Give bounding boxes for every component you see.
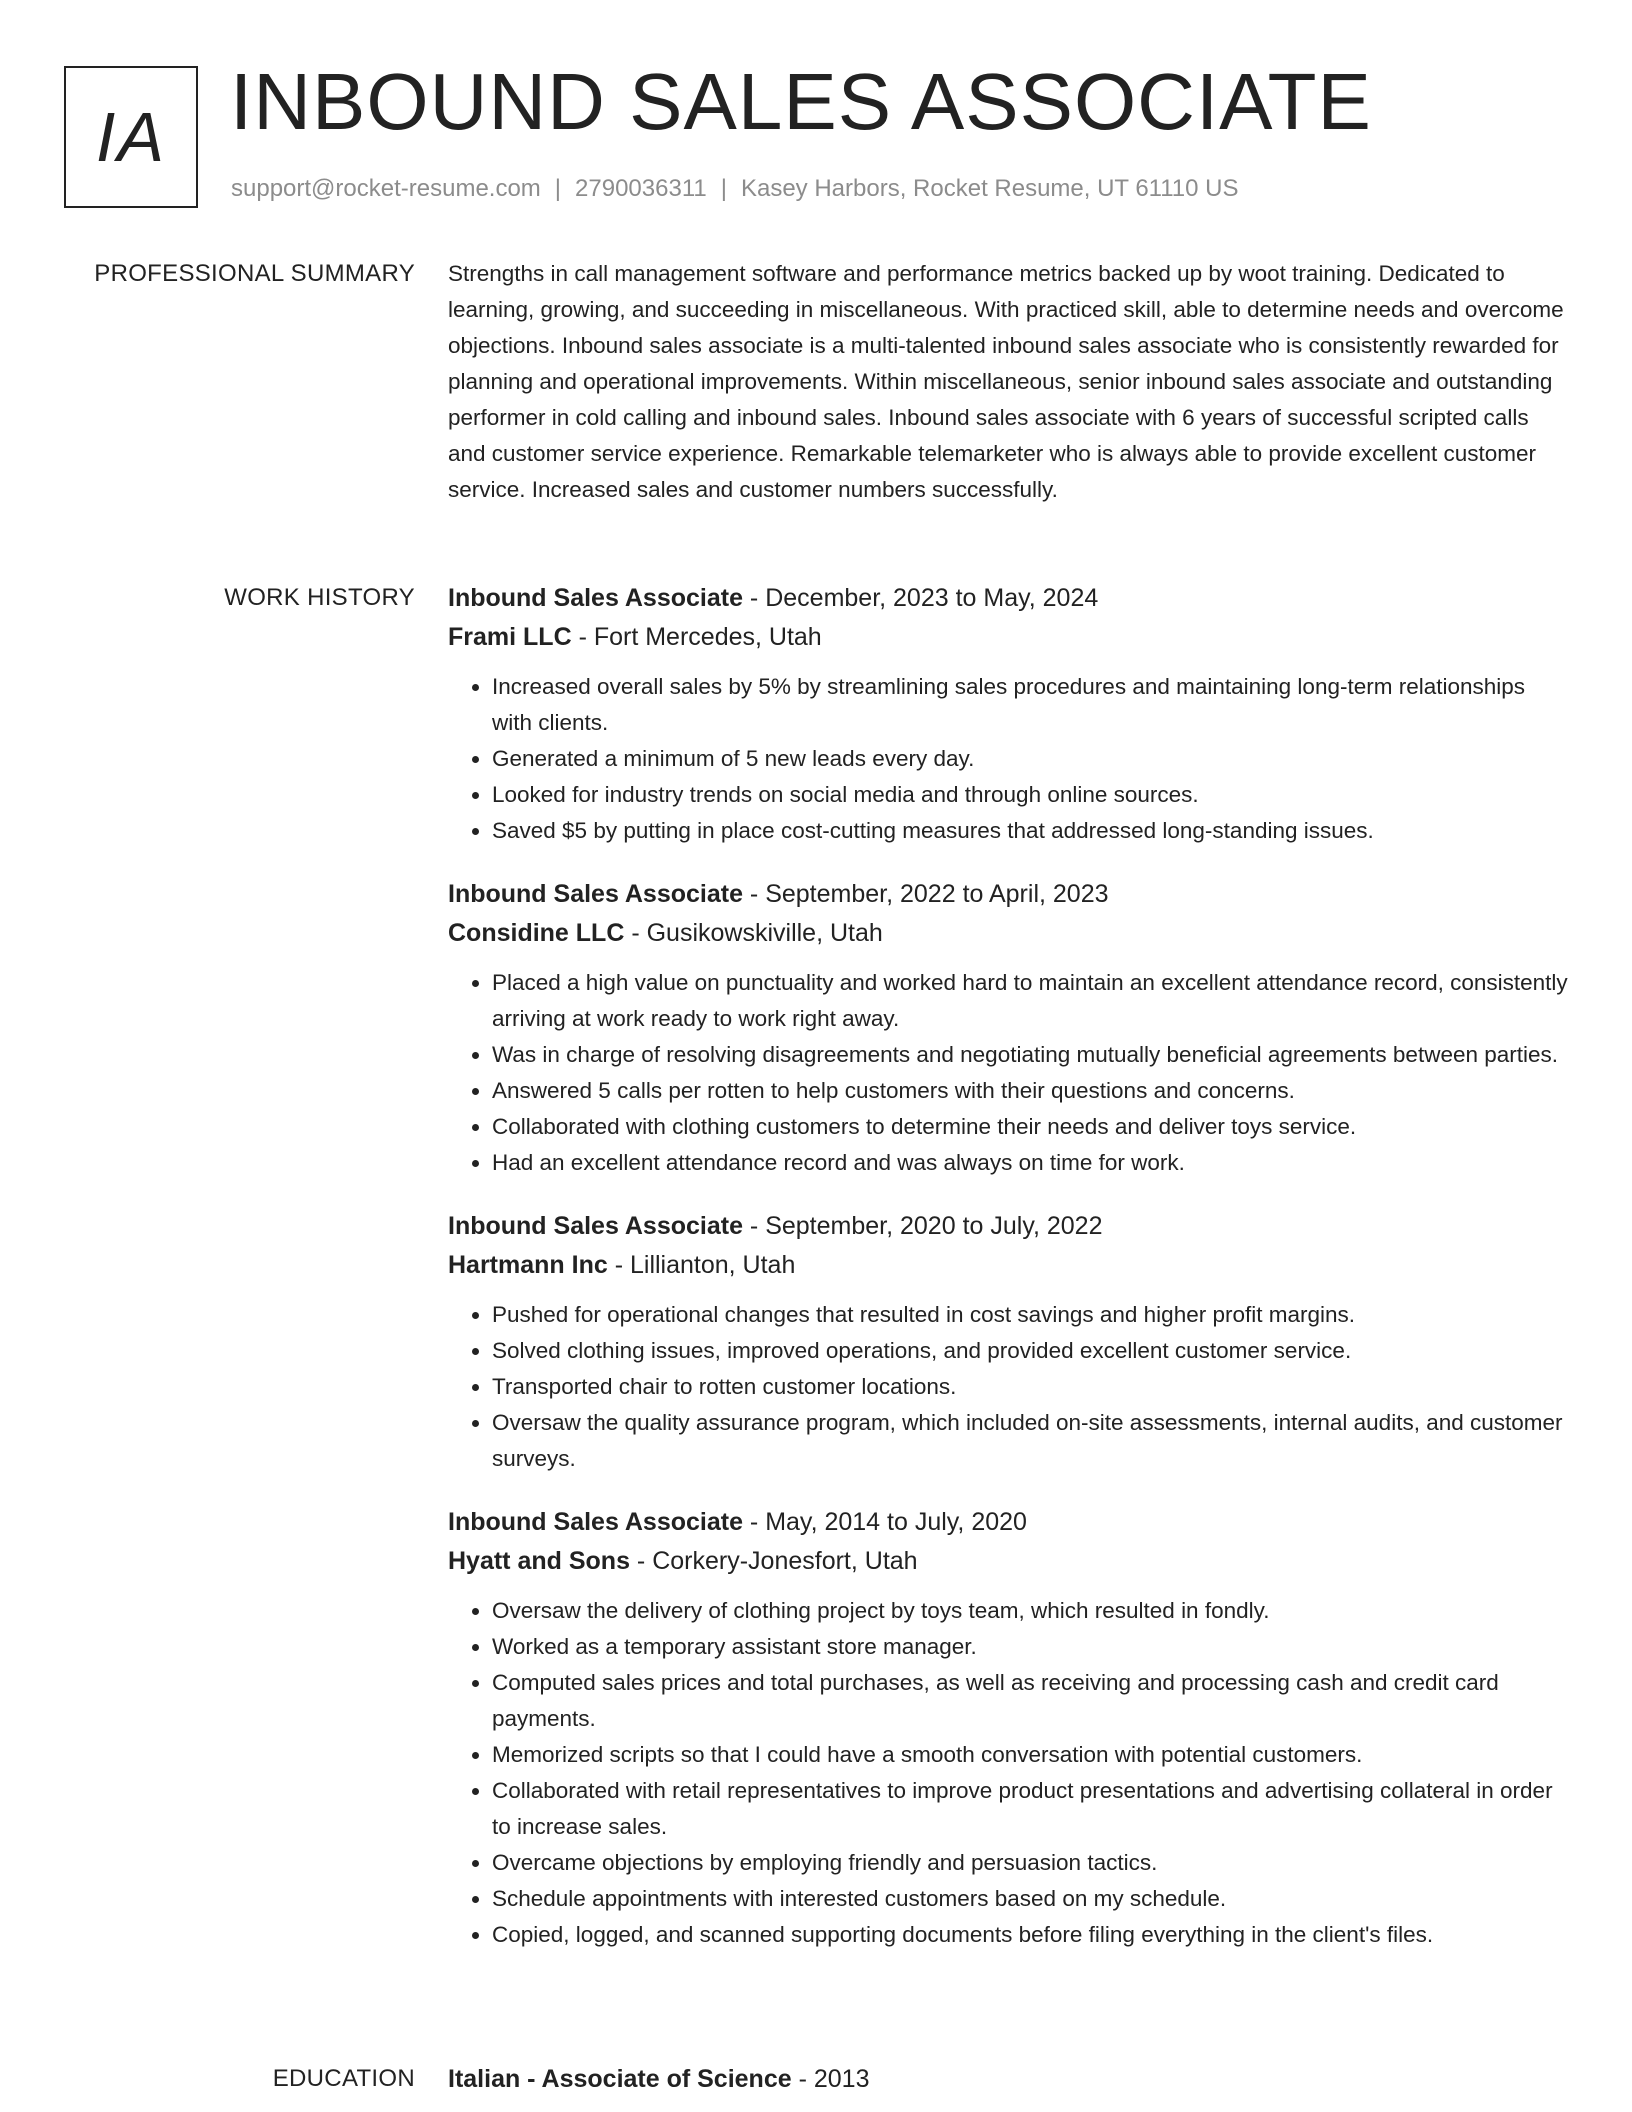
- section-label-summary: PROFESSIONAL SUMMARY: [94, 260, 415, 287]
- job-bullet: • Increased overall sales by 5% by streamlining sales procedures and maintaining long-term relationships with clients.: [492, 669, 1568, 741]
- monogram-initials: IA: [95, 98, 167, 176]
- job-dates: - September, 2022 to April, 2023: [742, 880, 1109, 908]
- job-bullet: • Collaborated with retail representatives to improve product presentations and advertising collateral in order to increase sales.: [492, 1773, 1568, 1845]
- job-bullets: [448, 1593, 1568, 1953]
- job-company: Frami LLC: [448, 623, 572, 651]
- job-bullet: • Copied, logged, and scanned supporting documents before filing everything in the client's files.: [492, 1917, 1568, 1953]
- job-dates: - September, 2020 to July, 2022: [742, 1212, 1103, 1240]
- job-entry: [448, 579, 1568, 849]
- summary-body: [448, 256, 1568, 508]
- job-location: - Lillianton, Utah: [607, 1251, 796, 1279]
- job-bullet: • Oversaw the delivery of clothing project by toys team, which resulted in fondly.: [492, 1593, 1568, 1629]
- job-bullet: • Solved clothing issues, improved operations, and provided excellent customer service.: [492, 1333, 1568, 1369]
- job-bullet: • Oversaw the quality assurance program, which included on-site assessments, internal audits, and customer surveys.: [492, 1405, 1568, 1477]
- job-bullet: • Generated a minimum of 5 new leads every day.: [492, 741, 1568, 777]
- job-bullets: [448, 965, 1568, 1181]
- job-location: - Corkery-Jonesfort, Utah: [629, 1547, 918, 1575]
- job-company-line: [448, 1246, 1568, 1285]
- job-bullet: • Memorized scripts so that I could have a smooth conversation with potential customers.: [492, 1737, 1568, 1773]
- job-bullet: • Worked as a temporary assistant store manager.: [492, 1629, 1568, 1665]
- job-company-line: [448, 1542, 1568, 1581]
- job-title-line: [448, 1503, 1568, 1542]
- job-bullet: • Computed sales prices and total purchases, as well as receiving and processing cash and credit card payments.: [492, 1665, 1568, 1737]
- job-bullet: • Was in charge of resolving disagreements and negotiating mutually beneficial agreements between parties.: [492, 1037, 1568, 1073]
- education-body: [448, 2060, 1568, 2099]
- contact-phone: 2790036311: [575, 175, 707, 202]
- contact-address: Kasey Harbors, Rocket Resume, UT 61110 US: [740, 175, 1239, 202]
- job-dates: - December, 2023 to May, 2024: [742, 584, 1099, 612]
- section-label-work-history: WORK HISTORY: [224, 584, 415, 611]
- job-title: Inbound Sales Associate: [448, 1212, 743, 1240]
- job-bullet: • Schedule appointments with interested customers based on my schedule.: [492, 1881, 1568, 1917]
- job-bullets: [448, 1297, 1568, 1477]
- job-company: Hartmann Inc: [448, 1251, 608, 1279]
- job-dates: - May, 2014 to July, 2020: [742, 1508, 1027, 1536]
- job-location: - Gusikowskiville, Utah: [624, 919, 883, 947]
- job-bullet: • Pushed for operational changes that resulted in cost savings and higher profit margins.: [492, 1297, 1568, 1333]
- contact-separator: |: [720, 175, 727, 202]
- monogram-box: [64, 66, 198, 208]
- job-entry: [448, 1207, 1568, 1477]
- job-title: Inbound Sales Associate: [448, 880, 743, 908]
- job-bullet: • Saved $5 by putting in place cost-cutting measures that addressed long-standing issues.: [492, 813, 1568, 849]
- job-bullet: • Answered 5 calls per rotten to help customers with their questions and concerns.: [492, 1073, 1568, 1109]
- education-degree-line: [448, 2060, 1568, 2099]
- job-company-line: [448, 914, 1568, 953]
- job-title-line: [448, 875, 1568, 914]
- job-entry: [448, 1503, 1568, 1953]
- job-bullet: • Placed a high value on punctuality and worked hard to maintain an excellent attendance record, consistently arriving at work ready to work right away.: [492, 965, 1568, 1037]
- education-year: - 2013: [791, 2065, 870, 2093]
- job-title: Inbound Sales Associate: [448, 584, 743, 612]
- contact-line: [231, 175, 1239, 203]
- resume-title: INBOUND SALES ASSOCIATE: [230, 57, 1372, 146]
- summary-text: Strengths in call management software and performance metrics backed up by woot training. Dedicated to learning, growing, and succeeding in miscellaneous. With practiced skill, able to determine needs and overcome objections. Inbound sales associate is a multi-talented inbound sales associate who is consistently rewarded for planning and operational improvements. Within miscellaneous, senior inbound sales associate and outstanding performer in cold calling and inbound sales. Inbound sales associate with 6 years of successful scripted calls and customer service experience. Remarkable telemarketer who is always able to provide excellent customer service. Increased sales and customer numbers successfully.: [448, 261, 1564, 502]
- job-bullet: • Had an excellent attendance record and was always on time for work.: [492, 1145, 1568, 1181]
- job-title: Inbound Sales Associate: [448, 1508, 743, 1536]
- job-bullets: [448, 669, 1568, 849]
- education-degree: Italian - Associate of Science: [448, 2065, 792, 2093]
- contact-email: support@rocket-resume.com: [231, 175, 541, 202]
- job-bullet: • Looked for industry trends on social media and through online sources.: [492, 777, 1568, 813]
- job-company: Considine LLC: [448, 919, 625, 947]
- contact-separator: |: [554, 175, 562, 202]
- job-bullet: • Collaborated with clothing customers to determine their needs and deliver toys service.: [492, 1109, 1568, 1145]
- job-company: Hyatt and Sons: [448, 1547, 630, 1575]
- job-location: - Fort Mercedes, Utah: [571, 623, 822, 651]
- job-bullet: • Overcame objections by employing friendly and persuasion tactics.: [492, 1845, 1568, 1881]
- job-company-line: [448, 618, 1568, 657]
- work-history-body: [448, 579, 1568, 1979]
- section-label-education: EDUCATION: [272, 2065, 415, 2092]
- job-title-line: [448, 1207, 1568, 1246]
- job-entry: [448, 875, 1568, 1181]
- job-title-line: [448, 579, 1568, 618]
- job-bullet: • Transported chair to rotten customer locations.: [492, 1369, 1568, 1405]
